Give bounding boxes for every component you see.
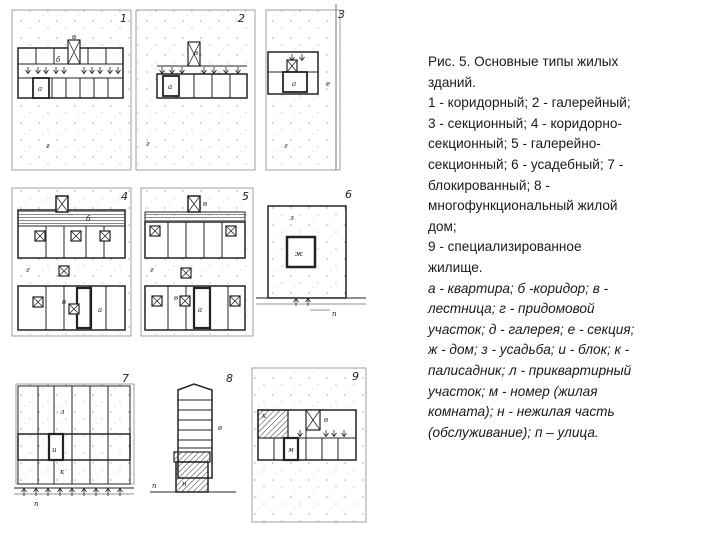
panel-9-label-m: м (288, 446, 294, 454)
panel-6-number: 6 (345, 188, 352, 201)
panel-5-label-g: г (150, 266, 154, 274)
panel-8-number: 8 (226, 372, 233, 385)
panel-2-number: 2 (238, 12, 245, 25)
panel-7-label-l: л (60, 408, 65, 416)
caption-type-line: секционный; 6 - усадебный; 7 - (428, 156, 624, 172)
panel-4-label-b: б (86, 215, 91, 223)
panel-1-label-a: а (38, 85, 43, 93)
panel-3-section-type (266, 4, 345, 170)
caption-type-line: 9 - специализированное (428, 239, 582, 255)
panel-6-homestead-type (256, 188, 366, 318)
panel-2-label-g: г (146, 140, 150, 148)
caption-legend-line: лестница; г - придомовой (428, 301, 595, 317)
caption-legend-line: (обслуживание); п – улица. (428, 424, 599, 440)
figure-caption (428, 52, 708, 443)
panel-8-label-v: в (218, 424, 223, 432)
panel-4-corridor-section-type (12, 188, 131, 336)
panel-3-label-g: г (284, 142, 288, 150)
panel-5-gallery-section-type (141, 188, 253, 336)
panel-8-label-p: п (152, 482, 157, 490)
panel-9-label-k: к (262, 412, 267, 420)
panel-9-label-v: в (324, 416, 329, 424)
panel-3-label-e: е (326, 80, 331, 88)
panel-4-label-v: в (62, 298, 67, 306)
caption-title-line: Рис. 5. Основные типы жилых (428, 54, 619, 69)
caption-legend-line: палисадник; л - приквартирный (428, 362, 632, 378)
panel-1-corridor-type (12, 10, 131, 170)
caption-type-line: 3 - секционный; 4 - коридорно- (428, 115, 622, 131)
panel-4-label-a: а (98, 306, 103, 314)
panel-6-label-z: з (290, 214, 294, 222)
panel-6-label-zh: ж (295, 250, 303, 258)
caption-legend-line: участок; д - галерея; е - секция; (428, 321, 635, 337)
caption-title-line: зданий. (428, 74, 476, 90)
panel-4-number: 4 (121, 190, 128, 203)
panel-3-label-a: а (292, 80, 297, 88)
caption-type-line: секционный; 5 - галерейно- (428, 136, 601, 152)
caption-type-line: блокированный; 8 - (428, 177, 550, 193)
caption-type-line: жилище. (428, 259, 483, 275)
panel-1-number: 1 (120, 12, 127, 25)
panel-7-label-i: и (52, 446, 57, 454)
caption-legend-line: а - квартира; б -коридор; в - (428, 280, 609, 296)
caption-type-line: многофункциональный жилой (428, 198, 618, 214)
panel-2-gallery-type (136, 10, 255, 170)
caption-legend-line: ж - дом; з - усадьба; и - блок; к - (428, 342, 630, 358)
caption-type-line: дом; (428, 218, 457, 234)
caption-legend (428, 279, 708, 444)
panel-3-number: 3 (338, 8, 345, 21)
caption-type-line: 1 - коридорный; 2 - галерейный; (428, 95, 631, 111)
panel-7-label-k: к (60, 468, 65, 476)
caption-types (428, 93, 708, 278)
panel-4-label-g: г (26, 266, 30, 274)
caption-title (428, 52, 708, 93)
panel-2-label-a: а (168, 83, 173, 91)
panel-1-label-v: в (72, 33, 77, 41)
panel-5-label-a: а (198, 306, 203, 314)
panel-5-number: 5 (242, 190, 249, 203)
caption-legend-line: участок; м - номер (жилая (428, 383, 598, 399)
panel-8-multifunctional-type (150, 372, 236, 492)
panel-7-number: 7 (122, 372, 129, 385)
panel-5-label-v: в (203, 200, 208, 208)
panel-2-label-v: в (194, 49, 199, 57)
panel-9-specialized-type (252, 368, 366, 522)
caption-legend-line: комната); н - нежилая часть (428, 404, 615, 420)
panel-7-label-p: п (34, 500, 39, 508)
panel-8-label-n: н (182, 480, 187, 488)
panel-9-number: 9 (352, 370, 359, 383)
panel-6-label-p: п (332, 310, 337, 318)
panel-1-label-b: б (56, 56, 61, 64)
panel-1-label-g: г (46, 142, 50, 150)
panel-7-blocked-type (14, 372, 134, 508)
panel-5-label-v2: в (174, 294, 179, 302)
